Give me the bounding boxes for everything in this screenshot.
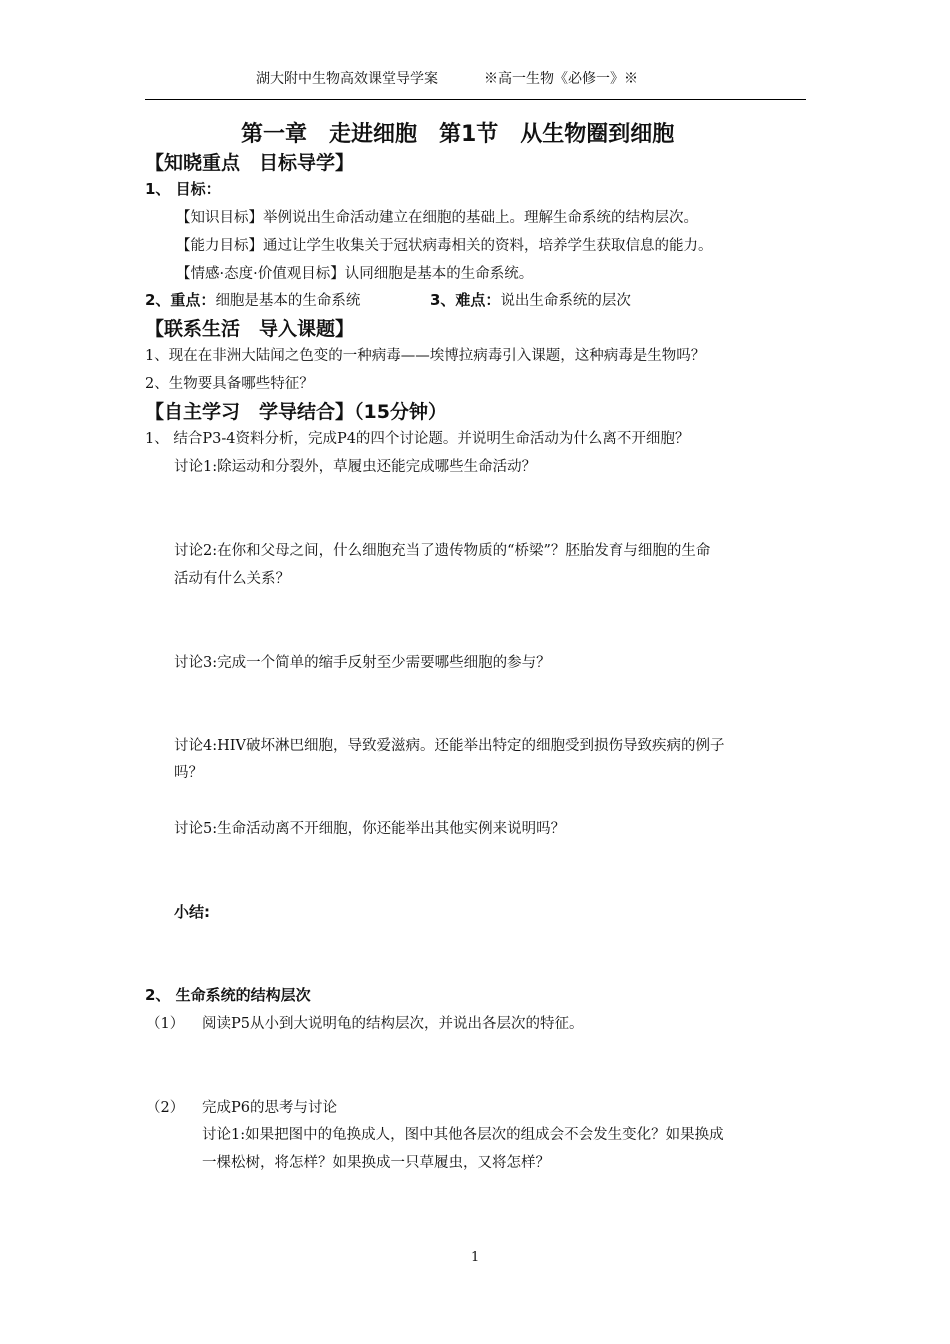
subitem-2-text: 完成P6的思考与讨论	[202, 1100, 337, 1116]
subitem-1-text: 阅读P5从小到大说明龟的结构层次，并说出各层次的特征。	[202, 1016, 584, 1032]
difficulty-text: 说出生命系统的层次	[500, 293, 631, 309]
header-course: ※高一生物《必修一》※	[484, 71, 638, 87]
subitem-2-discussion-line-2: 一棵松树，将怎样？如果换成一只草履虫，又将怎样？	[202, 1155, 550, 1171]
section-heading-goals: 【知晓重点 目标导学】	[145, 152, 355, 174]
discussion-1: 讨论1:除运动和分裂外，草履虫还能完成哪些生命活动？	[174, 459, 537, 475]
discussion-3: 讨论3:完成一个简单的缩手反射至少需要哪些细胞的参与？	[174, 655, 551, 671]
knowledge-goal: 【知识目标】举例说出生命活动建立在细胞的基础上。理解生命系统的结构层次。	[176, 210, 698, 226]
focus-label: 2、重点：	[145, 291, 216, 309]
discussion-2-line-2: 活动有什么关系？	[174, 571, 290, 587]
discussion-4-line-1: 讨论4:HIV破坏淋巴细胞，导致爱滋病。还能举出特定的细胞受到损伤导致疾病的例子	[174, 738, 725, 754]
difficulty-line	[430, 289, 631, 310]
subitem-1-number: （1）	[146, 1016, 185, 1032]
page-title: 第一章 走进细胞 第1节 从生物圈到细胞	[241, 122, 675, 147]
ability-goal: 【能力目标】通过让学生收集关于冠状病毒相关的资料，培养学生获取信息的能力。	[176, 238, 713, 254]
study-item-2: 2、 生命系统的结构层次	[145, 986, 311, 1004]
discussion-2-line-1: 讨论2:在你和父母之间，什么细胞充当了遗传物质的“桥梁”？胚胎发育与细胞的生命	[174, 543, 711, 559]
goals-label: 1、 目标：	[145, 180, 221, 198]
difficulty-label: 3、难点：	[430, 291, 501, 309]
intro-question-2: 2、生物要具备哪些特征？	[145, 376, 314, 392]
page-number: 1	[471, 1250, 480, 1265]
focus-text: 细胞是基本的生命系统	[215, 293, 361, 309]
summary-label: 小结:	[174, 903, 210, 921]
subitem-2-discussion-line-1: 讨论1:如果把图中的龟换成人，图中其他各层次的组成会不会发生变化？如果换成	[202, 1127, 724, 1143]
header-school: 湖大附中生物高效课堂导学案	[256, 71, 438, 87]
section-heading-self-study: 【自主学习 学导结合】（15分钟）	[145, 401, 447, 423]
subitem-2-number: （2）	[146, 1100, 185, 1116]
section-heading-life: 【联系生活 导入课题】	[145, 318, 355, 340]
discussion-4-line-2: 吗？	[174, 765, 203, 781]
study-item-1: 1、 结合P3-4资料分析，完成P4的四个讨论题。并说明生命活动为什么离不开细胞？	[145, 431, 690, 447]
emotion-goal: 【情感·态度·价值观目标】认同细胞是基本的生命系统。	[176, 266, 534, 282]
discussion-5: 讨论5:生命活动离不开细胞，你还能举出其他实例来说明吗？	[174, 821, 566, 837]
intro-question-1: 1、现在在非洲大陆闻之色变的一种病毒——埃博拉病毒引入课题，这种病毒是生物吗？	[145, 348, 706, 364]
focus-line	[145, 289, 360, 310]
header-rule	[145, 99, 806, 100]
